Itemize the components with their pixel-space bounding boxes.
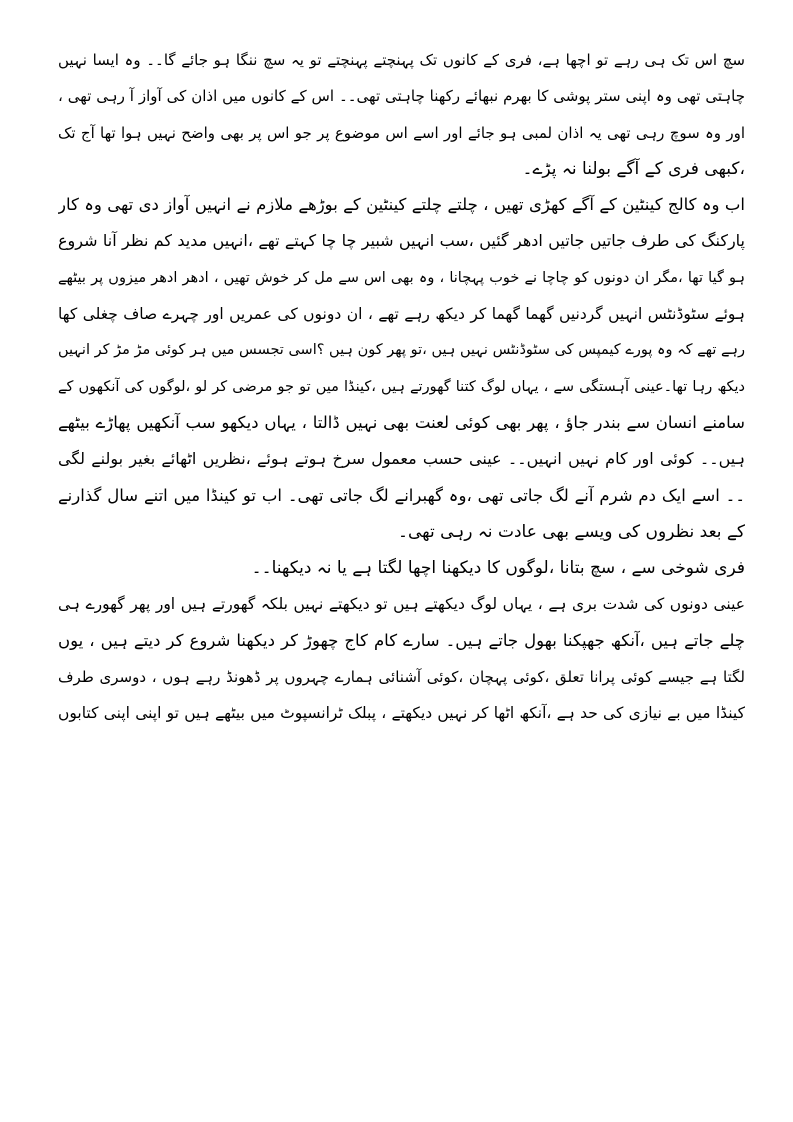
text-line: عینی دونوں کی شدت بری ہے ، یہاں لوگ دیکھتے ہیں تو دیکھتے نہیں بلکہ گھورتے ہیں اور پھر گھورے ہی bbox=[58, 595, 745, 614]
urdu-text-body bbox=[58, 42, 745, 732]
text-line: ہوئے سٹوڈنٹس انہیں گردنیں گھما گھما کر دیکھ رہے تھے ، ان دونوں کی عمریں اور چہرے صاف چغلی کھا bbox=[58, 305, 745, 324]
text-line: لگتا ہے جیسے کوئی پرانا تعلق ،کوئی پہچان ،کوئی آشنائی ہمارے چہروں پر ڈھونڈ رہے ہوں ، دوسری طرف bbox=[58, 668, 745, 687]
text-line: چلے جاتے ہیں ،آنکھ جھپکنا بھول جاتے ہیں۔ سارے کام کاج چھوڑ کر دیکھنا شروع کر دیتے ہیں ، یوں bbox=[58, 630, 745, 650]
text-line: ہو گیا تھا ،مگر ان دونوں کو چاچا نے خوب پہچانا ، وہ بھی اس سے مل کر خوش تھیں ، ادھر ادھر میزوں پر بیٹھے bbox=[58, 269, 745, 286]
text-line: دیکھ رہا تھا۔عینی آہستگی سے ، یہاں لوگ کتنا گھورتے ہیں ،کینڈا میں تو جو مرضی کر لو ،لوگوں کی آنکھوں کے bbox=[58, 378, 745, 395]
text-line: کے بعد نظروں کی ویسے بھی عادت نہ رہی تھی۔ bbox=[398, 521, 745, 542]
text-line: فری شوخی سے ، سچ بتانا ،لوگوں کا دیکھنا اچھا لگتا ہے یا نہ دیکھنا۔۔ bbox=[251, 558, 745, 579]
text-line: ہیں۔۔ کوئی اور کام نہیں انہیں۔۔ عینی حسب معمول سرخ ہوتے ہوئے ،نظریں اٹھائے بغیر بولنے لگی bbox=[58, 449, 745, 469]
text-line: سامنے انسان سے بندر جاؤ ، پھر بھی کوئی لعنت بھی نہیں ڈالتا ، یہاں دیکھو سب آنکھیں پھاڑے بیٹھے bbox=[58, 412, 745, 432]
text-line: اور وہ سوچ رہی تھی یہ اذان لمبی ہو جائے اور اسے اس موضوع پر جو اس پر بھی واضح نہیں ہوا تھا آج تک bbox=[58, 123, 745, 142]
text-line: پارکنگ کی طرف جاتیں جاتیں ادھر گئیں ،سب انہیں شبیر چا چا کہتے تھے ،انہیں مدید کم نظر آنا شروع bbox=[58, 231, 745, 251]
text-line: ۔۔ اسے ایک دم شرم آنے لگ جاتی تھی ،وہ گھبرانے لگ جاتی تھی۔ اب تو کینڈا میں اتنے سال گذارنے bbox=[58, 485, 745, 505]
text-line: سچ اس تک ہی رہے تو اچھا ہے، فری کے کانوں تک پہنچتے پہنچتے تو یہ سچ ننگا ہو جائے گا۔۔ وہ ایسا نہیں bbox=[58, 51, 745, 69]
text-line: ،کبھی فری کے آگے بولنا نہ پڑے۔ bbox=[522, 158, 745, 179]
text-line: رہے تھے کہ وہ پورے کیمپس کی سٹوڈنٹس نہیں ہیں ،تو پھر کون ہیں ؟اسی تجسس میں ہر کوئی مڑ مڑ کر انہیں bbox=[58, 342, 745, 359]
text-line: اب وہ کالج کینٹین کے آگے کھڑی تھیں ، چلتے چلتے کینٹین کے بوڑھے ملازم نے انہیں آواز دی تھی وہ کار bbox=[58, 195, 745, 215]
text-line: کینڈا میں بے نیازی کی حد ہے ،آنکھ اٹھا کر نہیں دیکھتے ، پبلک ٹرانسپوٹ میں بیٹھے ہیں تو اپنی اپنی کتابوں bbox=[58, 704, 745, 723]
text-line: چاہتی تھی وہ اپنی ستر پوشی کا بھرم نبھائے رکھنا چاہتی تھی۔۔ اس کے کانوں میں اذان کی آواز آ رہی تھی ، bbox=[58, 87, 745, 106]
